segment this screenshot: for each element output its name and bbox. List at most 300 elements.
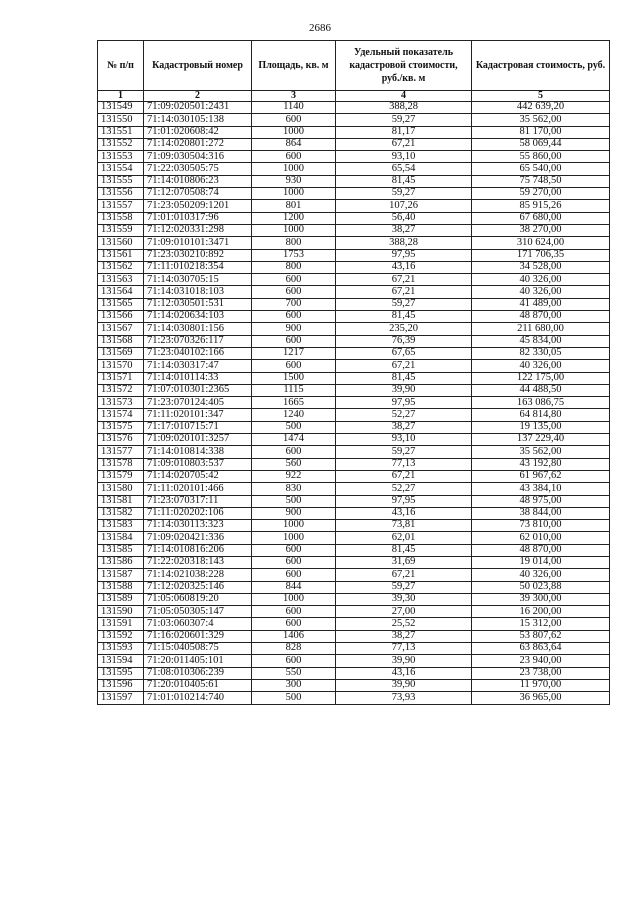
cadastral-value-cell: 19 014,00 [472,556,610,568]
table-row [98,470,610,482]
unit-value-cell: 97,95 [336,249,472,261]
header-unit-value: Удельный показатель кадастровой стоимости, руб./кв. м [336,41,472,91]
column-index: 1 [98,91,144,102]
table-row [98,520,610,532]
unit-value-cell: 38,27 [336,421,472,433]
row-number-cell: 131566 [98,311,144,323]
unit-value-cell: 38,27 [336,630,472,642]
unit-value-cell: 67,21 [336,470,472,482]
unit-value-cell: 81,45 [336,175,472,187]
row-number-cell: 131552 [98,138,144,150]
table-row [98,151,610,163]
cadastral-value-cell: 48 975,00 [472,495,610,507]
row-number-cell: 131592 [98,630,144,642]
area-cell: 600 [252,606,336,618]
table-row [98,409,610,421]
row-number-cell: 131550 [98,114,144,126]
table-body [98,102,610,705]
area-cell: 828 [252,643,336,655]
row-number-cell: 131590 [98,606,144,618]
cadastral-value-cell: 81 170,00 [472,126,610,138]
cadastral-number-cell: 71:23:040102:166 [144,347,252,359]
cadastral-value-cell: 40 326,00 [472,360,610,372]
cadastral-value-cell: 65 540,00 [472,163,610,175]
area-cell: 1500 [252,372,336,384]
area-cell: 600 [252,655,336,667]
unit-value-cell: 93,10 [336,434,472,446]
cadastral-number-cell: 71:23:070317:11 [144,495,252,507]
row-number-cell: 131555 [98,175,144,187]
table-row [98,655,610,667]
area-cell: 600 [252,274,336,286]
unit-value-cell: 97,95 [336,397,472,409]
row-number-cell: 131578 [98,458,144,470]
unit-value-cell: 52,27 [336,483,472,495]
cadastral-number-cell: 71:14:021038:228 [144,569,252,581]
table-row [98,298,610,310]
table-row [98,434,610,446]
area-cell: 1240 [252,409,336,421]
cadastral-number-cell: 71:03:060307:4 [144,618,252,630]
unit-value-cell: 38,27 [336,224,472,236]
area-cell: 500 [252,692,336,704]
area-cell: 930 [252,175,336,187]
cadastral-value-cell: 41 489,00 [472,298,610,310]
cadastral-number-cell: 71:14:020705:42 [144,470,252,482]
area-cell: 600 [252,544,336,556]
cadastral-number-cell: 71:23:070124:405 [144,397,252,409]
table-row [98,630,610,642]
page-number: 2686 [309,22,331,34]
cadastral-number-cell: 71:11:010218:354 [144,261,252,273]
row-number-cell: 131558 [98,212,144,224]
unit-value-cell: 81,45 [336,544,472,556]
table-row [98,667,610,679]
cadastral-number-cell: 71:14:010114:33 [144,372,252,384]
cadastral-value-cell: 40 326,00 [472,274,610,286]
cadastral-number-cell: 71:23:030210:892 [144,249,252,261]
row-number-cell: 131591 [98,618,144,630]
row-number-cell: 131562 [98,261,144,273]
area-cell: 550 [252,667,336,679]
cadastral-number-cell: 71:14:010806:23 [144,175,252,187]
table-row [98,102,610,114]
area-cell: 1140 [252,102,336,114]
unit-value-cell: 73,93 [336,692,472,704]
cadastral-value-cell: 58 069,44 [472,138,610,150]
row-number-cell: 131581 [98,495,144,507]
cadastral-value-cell: 53 807,62 [472,630,610,642]
column-index: 3 [252,91,336,102]
table-row [98,532,610,544]
table-row [98,188,610,200]
table-row [98,606,610,618]
table-row [98,556,610,568]
row-number-cell: 131561 [98,249,144,261]
cadastral-number-cell: 71:09:010101:3471 [144,237,252,249]
cadastral-value-cell: 40 326,00 [472,569,610,581]
area-cell: 800 [252,237,336,249]
row-number-cell: 131575 [98,421,144,433]
area-cell: 1474 [252,434,336,446]
cadastral-number-cell: 71:05:060819:20 [144,593,252,605]
area-cell: 600 [252,114,336,126]
cadastral-number-cell: 71:15:040508:75 [144,643,252,655]
unit-value-cell: 81,45 [336,311,472,323]
table-row [98,347,610,359]
cadastral-value-cell: 48 870,00 [472,311,610,323]
row-number-cell: 131580 [98,483,144,495]
unit-value-cell: 107,26 [336,200,472,212]
unit-value-cell: 31,69 [336,556,472,568]
cadastral-value-cell: 23 940,00 [472,655,610,667]
cadastral-number-cell: 71:16:020601:329 [144,630,252,642]
cadastral-value-cell: 48 870,00 [472,544,610,556]
unit-value-cell: 39,90 [336,655,472,667]
cadastral-number-cell: 71:22:030505:75 [144,163,252,175]
cadastral-value-table [97,40,610,705]
table-row [98,261,610,273]
area-cell: 1406 [252,630,336,642]
row-number-cell: 131586 [98,556,144,568]
cadastral-number-cell: 71:01:010214:740 [144,692,252,704]
table-row [98,421,610,433]
cadastral-number-cell: 71:11:020202:106 [144,507,252,519]
cadastral-number-cell: 71:14:030113:323 [144,520,252,532]
area-cell: 1000 [252,520,336,532]
unit-value-cell: 77,13 [336,643,472,655]
area-cell: 500 [252,495,336,507]
table-row [98,138,610,150]
area-cell: 1217 [252,347,336,359]
cadastral-value-cell: 75 748,50 [472,175,610,187]
cadastral-number-cell: 71:01:010317:96 [144,212,252,224]
header-cadastral-value: Кадастровая стоимость, руб. [472,41,610,91]
area-cell: 1753 [252,249,336,261]
cadastral-number-cell: 71:05:050305:147 [144,606,252,618]
cadastral-value-cell: 82 330,05 [472,347,610,359]
area-cell: 600 [252,286,336,298]
table-row [98,286,610,298]
cadastral-value-cell: 43 192,80 [472,458,610,470]
cadastral-number-cell: 71:14:020801:272 [144,138,252,150]
cadastral-value-cell: 23 738,00 [472,667,610,679]
area-cell: 922 [252,470,336,482]
row-number-cell: 131573 [98,397,144,409]
area-cell: 830 [252,483,336,495]
cadastral-value-cell: 50 023,88 [472,581,610,593]
cadastral-number-cell: 71:14:030105:138 [144,114,252,126]
table-row [98,692,610,704]
column-index: 5 [472,91,610,102]
table-row [98,446,610,458]
table-row [98,126,610,138]
cadastral-value-cell: 34 528,00 [472,261,610,273]
row-number-cell: 131576 [98,434,144,446]
unit-value-cell: 39,90 [336,679,472,691]
unit-value-cell: 59,27 [336,298,472,310]
unit-value-cell: 56,40 [336,212,472,224]
unit-value-cell: 59,27 [336,188,472,200]
unit-value-cell: 43,16 [336,507,472,519]
area-cell: 600 [252,556,336,568]
column-index: 4 [336,91,472,102]
cadastral-value-cell: 35 562,00 [472,446,610,458]
cadastral-number-cell: 71:14:020634:103 [144,311,252,323]
area-cell: 1000 [252,593,336,605]
cadastral-number-cell: 71:09:030504:316 [144,151,252,163]
cadastral-value-cell: 59 270,00 [472,188,610,200]
cadastral-value-cell: 35 562,00 [472,114,610,126]
cadastral-value-cell: 137 229,40 [472,434,610,446]
cadastral-number-cell: 71:12:070508:74 [144,188,252,200]
header-cadastral-number: Кадастровый номер [144,41,252,91]
unit-value-cell: 235,20 [336,323,472,335]
area-cell: 600 [252,360,336,372]
cadastral-value-cell: 44 488,50 [472,384,610,396]
unit-value-cell: 67,21 [336,569,472,581]
cadastral-value-cell: 73 810,00 [472,520,610,532]
unit-value-cell: 52,27 [336,409,472,421]
cadastral-number-cell: 71:11:020101:466 [144,483,252,495]
table-row [98,175,610,187]
cadastral-number-cell: 71:09:020421:336 [144,532,252,544]
table-row [98,323,610,335]
cadastral-value-cell: 163 086,75 [472,397,610,409]
cadastral-value-cell: 67 680,00 [472,212,610,224]
row-number-cell: 131579 [98,470,144,482]
table-row [98,384,610,396]
row-number-cell: 131554 [98,163,144,175]
cadastral-value-cell: 15 312,00 [472,618,610,630]
cadastral-number-cell: 71:09:010803:537 [144,458,252,470]
row-number-cell: 131549 [98,102,144,114]
row-number-cell: 131559 [98,224,144,236]
unit-value-cell: 388,28 [336,237,472,249]
area-cell: 700 [252,298,336,310]
area-cell: 801 [252,200,336,212]
cadastral-value-cell: 38 270,00 [472,224,610,236]
table-row [98,311,610,323]
header-area: Площадь, кв. м [252,41,336,91]
row-number-cell: 131588 [98,581,144,593]
cadastral-value-cell: 45 834,00 [472,335,610,347]
area-cell: 1200 [252,212,336,224]
cadastral-value-cell: 55 860,00 [472,151,610,163]
table-header-row [98,41,610,91]
row-number-cell: 131582 [98,507,144,519]
row-number-cell: 131569 [98,347,144,359]
area-cell: 600 [252,335,336,347]
area-cell: 1000 [252,126,336,138]
area-cell: 1000 [252,532,336,544]
table-row [98,360,610,372]
cadastral-number-cell: 71:14:010814:338 [144,446,252,458]
cadastral-number-cell: 71:01:020608:42 [144,126,252,138]
area-cell: 600 [252,311,336,323]
row-number-cell: 131583 [98,520,144,532]
area-cell: 600 [252,618,336,630]
table-row [98,458,610,470]
unit-value-cell: 43,16 [336,261,472,273]
table-row [98,593,610,605]
unit-value-cell: 67,21 [336,138,472,150]
table-row [98,163,610,175]
unit-value-cell: 27,00 [336,606,472,618]
area-cell: 800 [252,261,336,273]
unit-value-cell: 81,45 [336,372,472,384]
column-index: 2 [144,91,252,102]
cadastral-value-cell: 61 967,62 [472,470,610,482]
unit-value-cell: 59,27 [336,446,472,458]
unit-value-cell: 65,54 [336,163,472,175]
unit-value-cell: 67,65 [336,347,472,359]
cadastral-value-cell: 310 624,00 [472,237,610,249]
table-row [98,212,610,224]
cadastral-value-cell: 62 010,00 [472,532,610,544]
cadastral-number-cell: 71:23:050209:1201 [144,200,252,212]
cadastral-value-cell: 85 915,26 [472,200,610,212]
unit-value-cell: 43,16 [336,667,472,679]
cadastral-number-cell: 71:12:020325:146 [144,581,252,593]
row-number-cell: 131553 [98,151,144,163]
row-number-cell: 131556 [98,188,144,200]
cadastral-number-cell: 71:12:030501:531 [144,298,252,310]
unit-value-cell: 67,21 [336,360,472,372]
row-number-cell: 131557 [98,200,144,212]
cadastral-value-cell: 11 970,00 [472,679,610,691]
area-cell: 560 [252,458,336,470]
area-cell: 1000 [252,163,336,175]
row-number-cell: 131593 [98,643,144,655]
cadastral-value-cell: 63 863,64 [472,643,610,655]
unit-value-cell: 59,27 [336,114,472,126]
row-number-cell: 131584 [98,532,144,544]
cadastral-value-cell: 442 639,20 [472,102,610,114]
table-row [98,643,610,655]
table-row [98,544,610,556]
area-cell: 900 [252,323,336,335]
row-number-cell: 131570 [98,360,144,372]
unit-value-cell: 81,17 [336,126,472,138]
table-row [98,237,610,249]
unit-value-cell: 76,39 [336,335,472,347]
row-number-cell: 131567 [98,323,144,335]
header-row-number: № п/п [98,41,144,91]
table-row [98,618,610,630]
table-row [98,569,610,581]
cadastral-value-cell: 38 844,00 [472,507,610,519]
row-number-cell: 131595 [98,667,144,679]
area-cell: 500 [252,421,336,433]
row-number-cell: 131563 [98,274,144,286]
area-cell: 864 [252,138,336,150]
table-row [98,200,610,212]
cadastral-number-cell: 71:08:010306:239 [144,667,252,679]
unit-value-cell: 73,81 [336,520,472,532]
cadastral-value-cell: 171 706,35 [472,249,610,261]
table-row [98,274,610,286]
unit-value-cell: 39,90 [336,384,472,396]
unit-value-cell: 97,95 [336,495,472,507]
table-row [98,581,610,593]
row-number-cell: 131589 [98,593,144,605]
cadastral-number-cell: 71:12:020331:298 [144,224,252,236]
area-cell: 1000 [252,188,336,200]
cadastral-value-cell: 19 135,00 [472,421,610,433]
table-row [98,495,610,507]
area-cell: 600 [252,569,336,581]
cadastral-number-cell: 71:22:020318:143 [144,556,252,568]
unit-value-cell: 39,30 [336,593,472,605]
table-row [98,224,610,236]
cadastral-number-cell: 71:14:030801:156 [144,323,252,335]
unit-value-cell: 93,10 [336,151,472,163]
row-number-cell: 131597 [98,692,144,704]
cadastral-number-cell: 71:20:011405:101 [144,655,252,667]
area-cell: 1115 [252,384,336,396]
cadastral-number-cell: 71:23:070326:117 [144,335,252,347]
row-number-cell: 131574 [98,409,144,421]
row-number-cell: 131571 [98,372,144,384]
table-row [98,335,610,347]
unit-value-cell: 67,21 [336,286,472,298]
cadastral-value-cell: 40 326,00 [472,286,610,298]
cadastral-value-cell: 122 175,00 [472,372,610,384]
cadastral-number-cell: 71:14:030705:15 [144,274,252,286]
cadastral-value-cell: 36 965,00 [472,692,610,704]
cadastral-number-cell: 71:09:020501:2431 [144,102,252,114]
cadastral-number-cell: 71:14:031018:103 [144,286,252,298]
cadastral-number-cell: 71:09:020101:3257 [144,434,252,446]
unit-value-cell: 77,13 [336,458,472,470]
unit-value-cell: 59,27 [336,581,472,593]
row-number-cell: 131587 [98,569,144,581]
area-cell: 900 [252,507,336,519]
cadastral-value-cell: 43 384,10 [472,483,610,495]
area-cell: 1665 [252,397,336,409]
cadastral-number-cell: 71:17:010715:71 [144,421,252,433]
row-number-cell: 131560 [98,237,144,249]
row-number-cell: 131585 [98,544,144,556]
area-cell: 1000 [252,224,336,236]
area-cell: 600 [252,151,336,163]
table-row [98,507,610,519]
row-number-cell: 131572 [98,384,144,396]
table-row [98,679,610,691]
table-row [98,397,610,409]
row-number-cell: 131577 [98,446,144,458]
unit-value-cell: 388,28 [336,102,472,114]
column-index-row [98,91,610,102]
row-number-cell: 131596 [98,679,144,691]
cadastral-number-cell: 71:20:010405:61 [144,679,252,691]
unit-value-cell: 62,01 [336,532,472,544]
row-number-cell: 131551 [98,126,144,138]
table-row [98,483,610,495]
table-row [98,372,610,384]
area-cell: 300 [252,679,336,691]
cadastral-number-cell: 71:14:030317:47 [144,360,252,372]
cadastral-number-cell: 71:14:010816:206 [144,544,252,556]
cadastral-number-cell: 71:07:010301:2365 [144,384,252,396]
cadastral-value-cell: 64 814,80 [472,409,610,421]
cadastral-value-cell: 16 200,00 [472,606,610,618]
row-number-cell: 131564 [98,286,144,298]
unit-value-cell: 25,52 [336,618,472,630]
area-cell: 600 [252,446,336,458]
row-number-cell: 131594 [98,655,144,667]
